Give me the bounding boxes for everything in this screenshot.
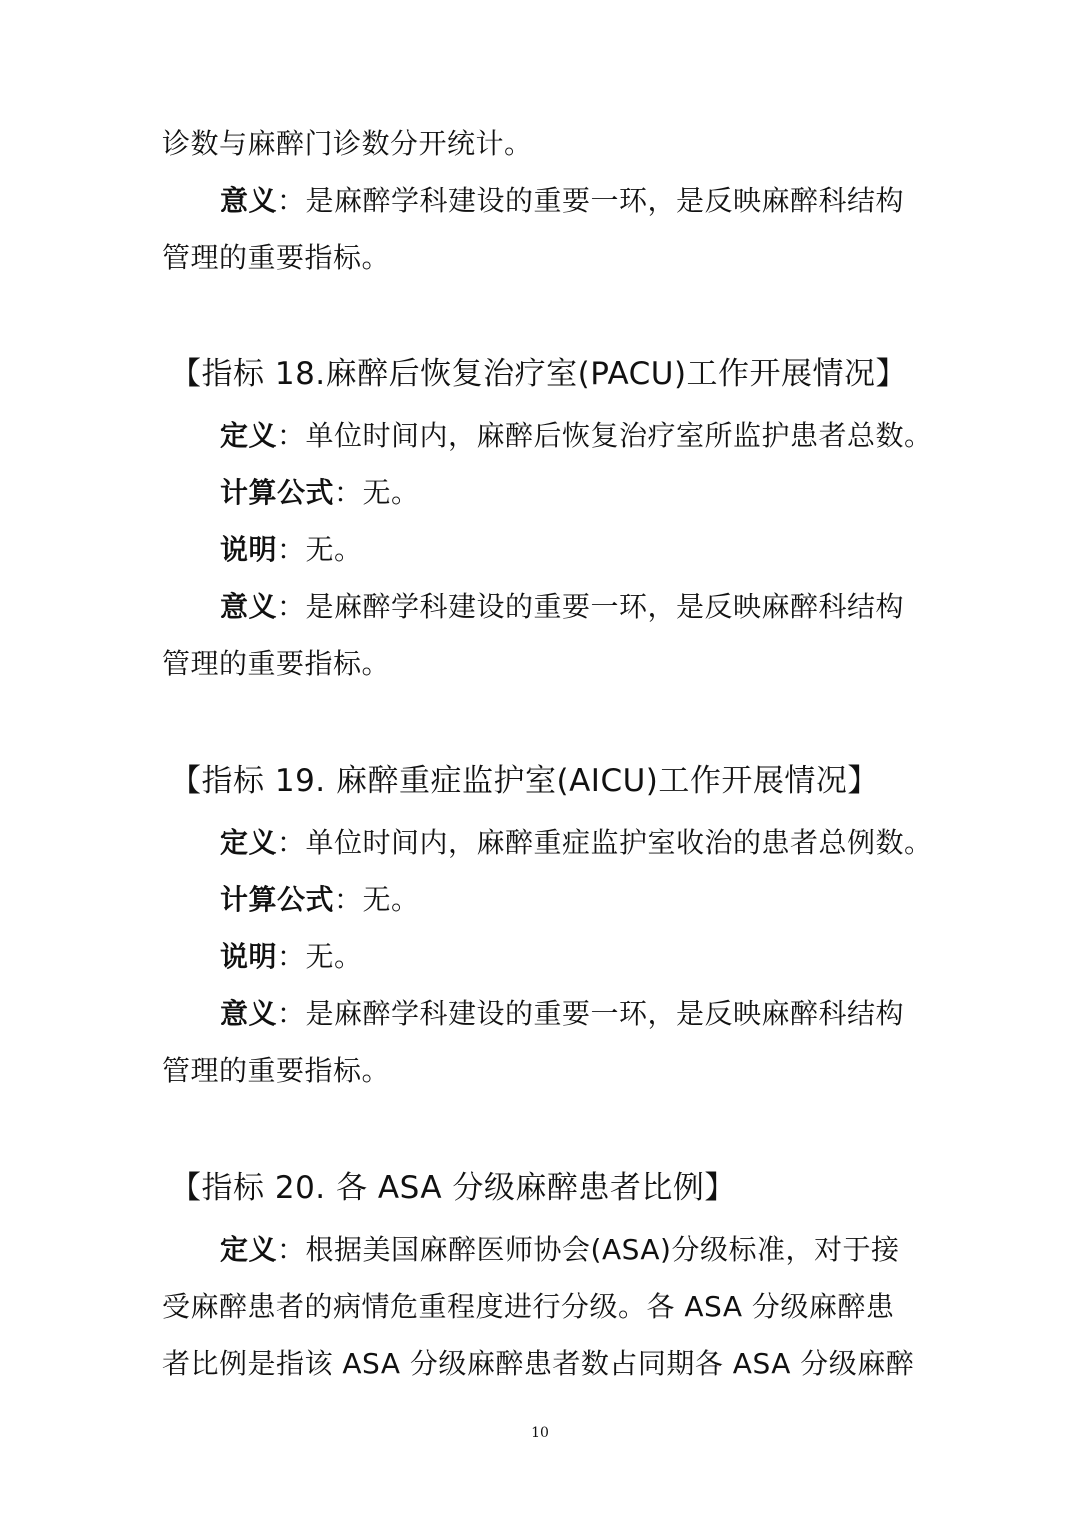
definition-label: 定义 — [220, 1233, 278, 1266]
indicator-19-formula — [220, 882, 420, 918]
definition-label: 定义 — [220, 826, 278, 859]
definition-text: ：根据美国麻醉医师协会(ASA)分级标准，对于接 — [277, 1233, 900, 1266]
meaning-text: ：是麻醉学科建设的重要一环，是反映麻醉科结构 — [277, 590, 905, 623]
definition-label: 定义 — [220, 419, 278, 452]
page-number: 10 — [531, 1425, 549, 1441]
indicator-20-definition-cont-1: 受麻醉患者的病情危重程度进行分级。各 ASA 分级麻醉患 — [162, 1290, 895, 1323]
meaning-label: 意义 — [220, 590, 278, 623]
intro-meaning-cont: 管理的重要指标。 — [162, 241, 391, 274]
indicator-18-heading: 【指标 18.麻醉后恢复治疗室(PACU)工作开展情况】 — [170, 356, 908, 392]
note-text: ：无。 — [277, 533, 363, 566]
note-text: ：无。 — [277, 940, 363, 973]
meaning-text: ：是麻醉学科建设的重要一环，是反映麻醉科结构 — [277, 184, 905, 217]
indicator-20-heading: 【指标 20. 各 ASA 分级麻醉患者比例】 — [170, 1170, 736, 1206]
meaning-label: 意义 — [220, 997, 278, 1030]
meaning-text: ：是麻醉学科建设的重要一环，是反映麻醉科结构 — [277, 997, 905, 1030]
indicator-19-definition — [220, 825, 933, 861]
indicator-18-meaning — [220, 589, 904, 625]
formula-label: 计算公式 — [220, 883, 335, 916]
definition-text: ：单位时间内，麻醉后恢复治疗室所监护患者总数。 — [277, 419, 933, 452]
indicator-18-definition — [220, 418, 933, 454]
intro-line: 诊数与麻醉门诊数分开统计。 — [162, 127, 533, 160]
indicator-19-note — [220, 939, 363, 975]
indicator-19-meaning-cont: 管理的重要指标。 — [162, 1054, 391, 1087]
definition-text: ：单位时间内，麻醉重症监护室收治的患者总例数。 — [277, 826, 933, 859]
indicator-20-definition-cont-2: 者比例是指该 ASA 分级麻醉患者数占同期各 ASA 分级麻醉 — [162, 1347, 915, 1380]
indicator-19-heading: 【指标 19. 麻醉重症监护室(AICU)工作开展情况】 — [170, 763, 879, 799]
indicator-20-definition — [220, 1232, 899, 1268]
formula-text: ：无。 — [334, 883, 420, 916]
indicator-18-meaning-cont: 管理的重要指标。 — [162, 647, 391, 680]
indicator-18-formula — [220, 475, 420, 511]
intro-meaning — [220, 183, 904, 219]
meaning-label: 意义 — [220, 184, 278, 217]
formula-text: ：无。 — [334, 476, 420, 509]
indicator-19-meaning — [220, 996, 904, 1032]
formula-label: 计算公式 — [220, 476, 335, 509]
note-label: 说明 — [220, 533, 278, 566]
note-label: 说明 — [220, 940, 278, 973]
indicator-18-note — [220, 532, 363, 568]
